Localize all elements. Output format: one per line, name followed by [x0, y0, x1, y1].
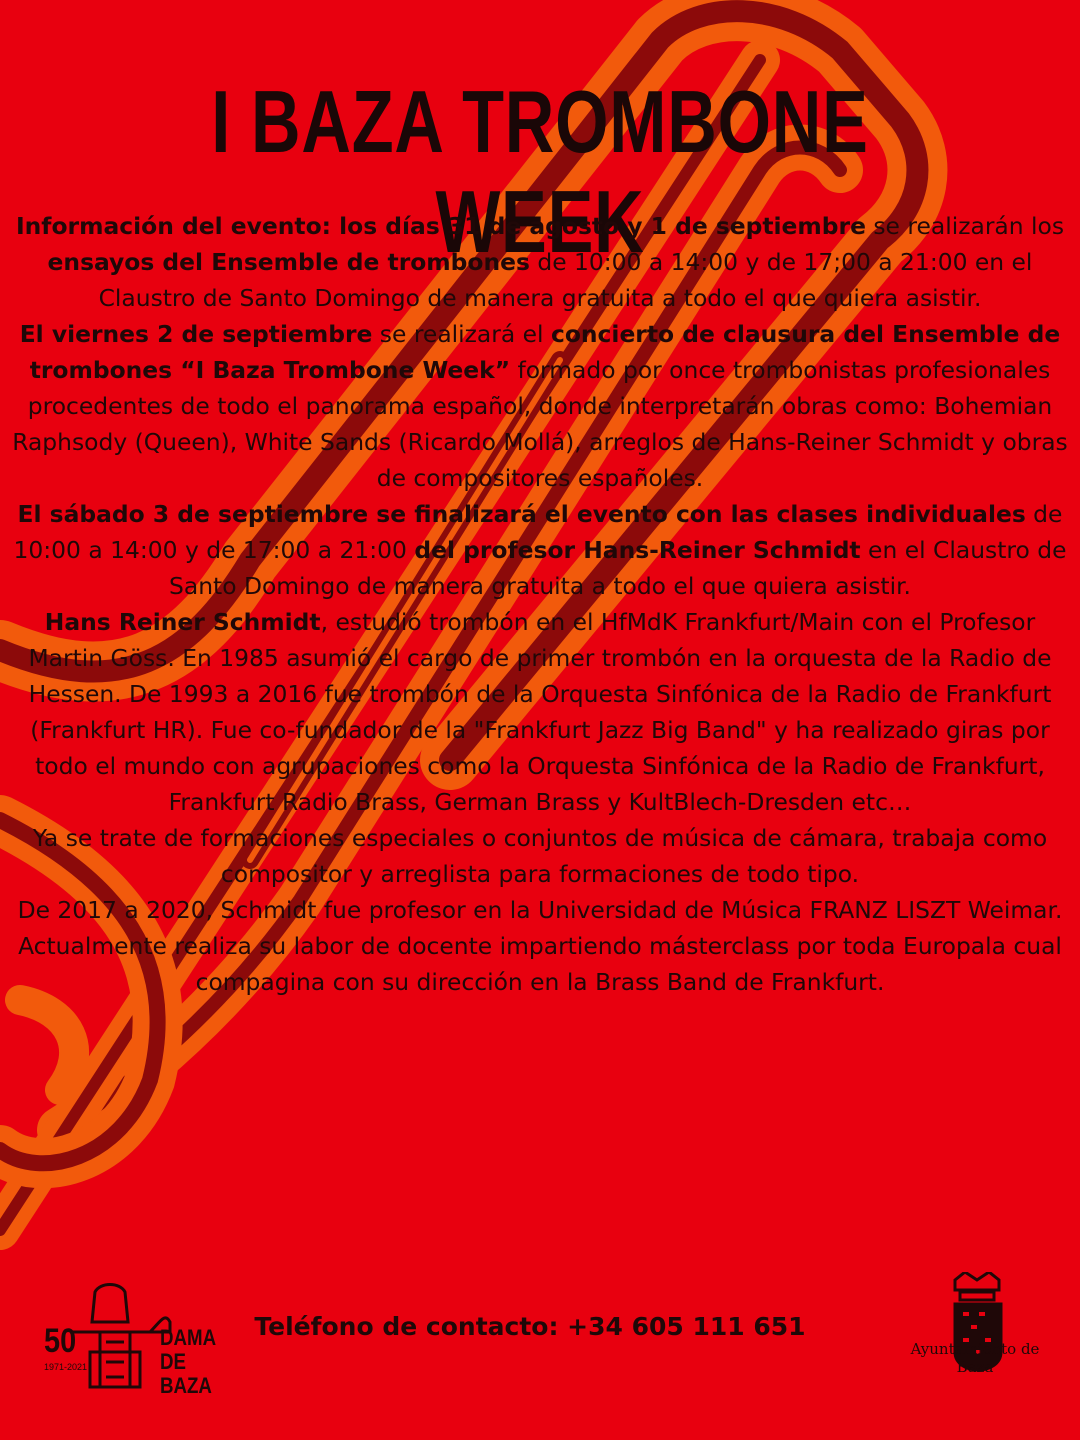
paragraph — [8, 208, 1072, 316]
ayuntamiento-logo-name: Ayuntamiento de Baza — [910, 1340, 1040, 1376]
text-run: Actualmente realiza su labor de docente impartiendo másterclass por toda Europala cual compagina con su dirección en la Brass Band de Frankfurt. — [18, 932, 1062, 996]
text-run: se realizará el — [372, 320, 551, 348]
poster-title: I BAZA TROMBONE WEEK — [211, 72, 869, 271]
dama-logo-name: DAMA DE BAZA — [160, 1325, 216, 1398]
text-run: de 10:00 a 14:00 y de 17;00 a 21:00 en el Claustro de Santo Domingo de manera gratuita a todo el que quiera asistir. — [98, 248, 1033, 312]
dama-anniversary-dates: 1971-2021 — [44, 1362, 88, 1372]
bold-text: El sábado 3 de septiembre se finalizará el evento con las clases individuales — [17, 500, 1026, 528]
paragraph — [8, 316, 1072, 496]
paragraph — [8, 892, 1072, 928]
event-description — [8, 208, 1072, 1000]
text-run: , estudió trombón en el HfMdK Frankfurt/Main con el Profesor Martin Göss. En 1985 asumió el cargo de primer trombón en la orquesta de la Radio de Hessen. De 1993 a 2016 fue trombón de la Orquesta Sinfónica de la Radio de Frankfurt (Frankfurt HR). Fue co-fundador de la "Frankfurt Jazz Big Band" y ha realizado giras por todo el mundo con agrupaciones como la Orquesta Sinfónica de la Radio de Frankfurt, Frankfurt Radio Brass, German Brass y KultBlech-Dresden etc… — [28, 608, 1052, 816]
contact-phone: Teléfono de contacto: +34 605 111 651 — [254, 1312, 806, 1341]
text-run: Ya se trate de formaciones especiales o conjuntos de música de cámara, trabaja como compositor y arreglista para formaciones de todo tipo. — [32, 824, 1048, 888]
text-run: se realizarán los — [865, 212, 1065, 240]
dama-anniversary-number: 50 — [44, 1322, 77, 1360]
text-run: de 10:00 a 14:00 y de 17:00 a 21:00 — [13, 500, 1063, 564]
text-run: en el Claustro de Santo Domingo de manera gratuita a todo el que quiera asistir. — [169, 536, 1067, 600]
paragraph — [8, 928, 1072, 1000]
text-run: formado por once trombonistas profesionales procedentes de todo el panorama español, donde interpretarán obras como: Bohemian Raphsody (Queen), White Sands (Ricardo Mollá), arreglos de Hans-Reiner Schmidt y obras de compositores españoles. — [12, 356, 1068, 492]
bold-text: ensayos del Ensemble de trombones — [47, 248, 530, 276]
paragraph — [8, 820, 1072, 892]
bold-text: El viernes 2 de septiembre — [19, 320, 373, 348]
text-run: De 2017 a 2020, Schmidt fue profesor en la Universidad de Música FRANZ LISZT Weimar. — [17, 896, 1063, 924]
bold-text: Información del evento: los días 31 de agosto y 1 de septiembre — [15, 212, 866, 240]
paragraph — [8, 604, 1072, 820]
bold-text: del profesor Hans-Reiner Schmidt — [414, 536, 861, 564]
paragraph — [8, 496, 1072, 604]
bold-text: Hans Reiner Schmidt — [44, 608, 321, 636]
bold-text: concierto de clausura del Ensemble de trombones “I Baza Trombone Week” — [29, 320, 1061, 384]
